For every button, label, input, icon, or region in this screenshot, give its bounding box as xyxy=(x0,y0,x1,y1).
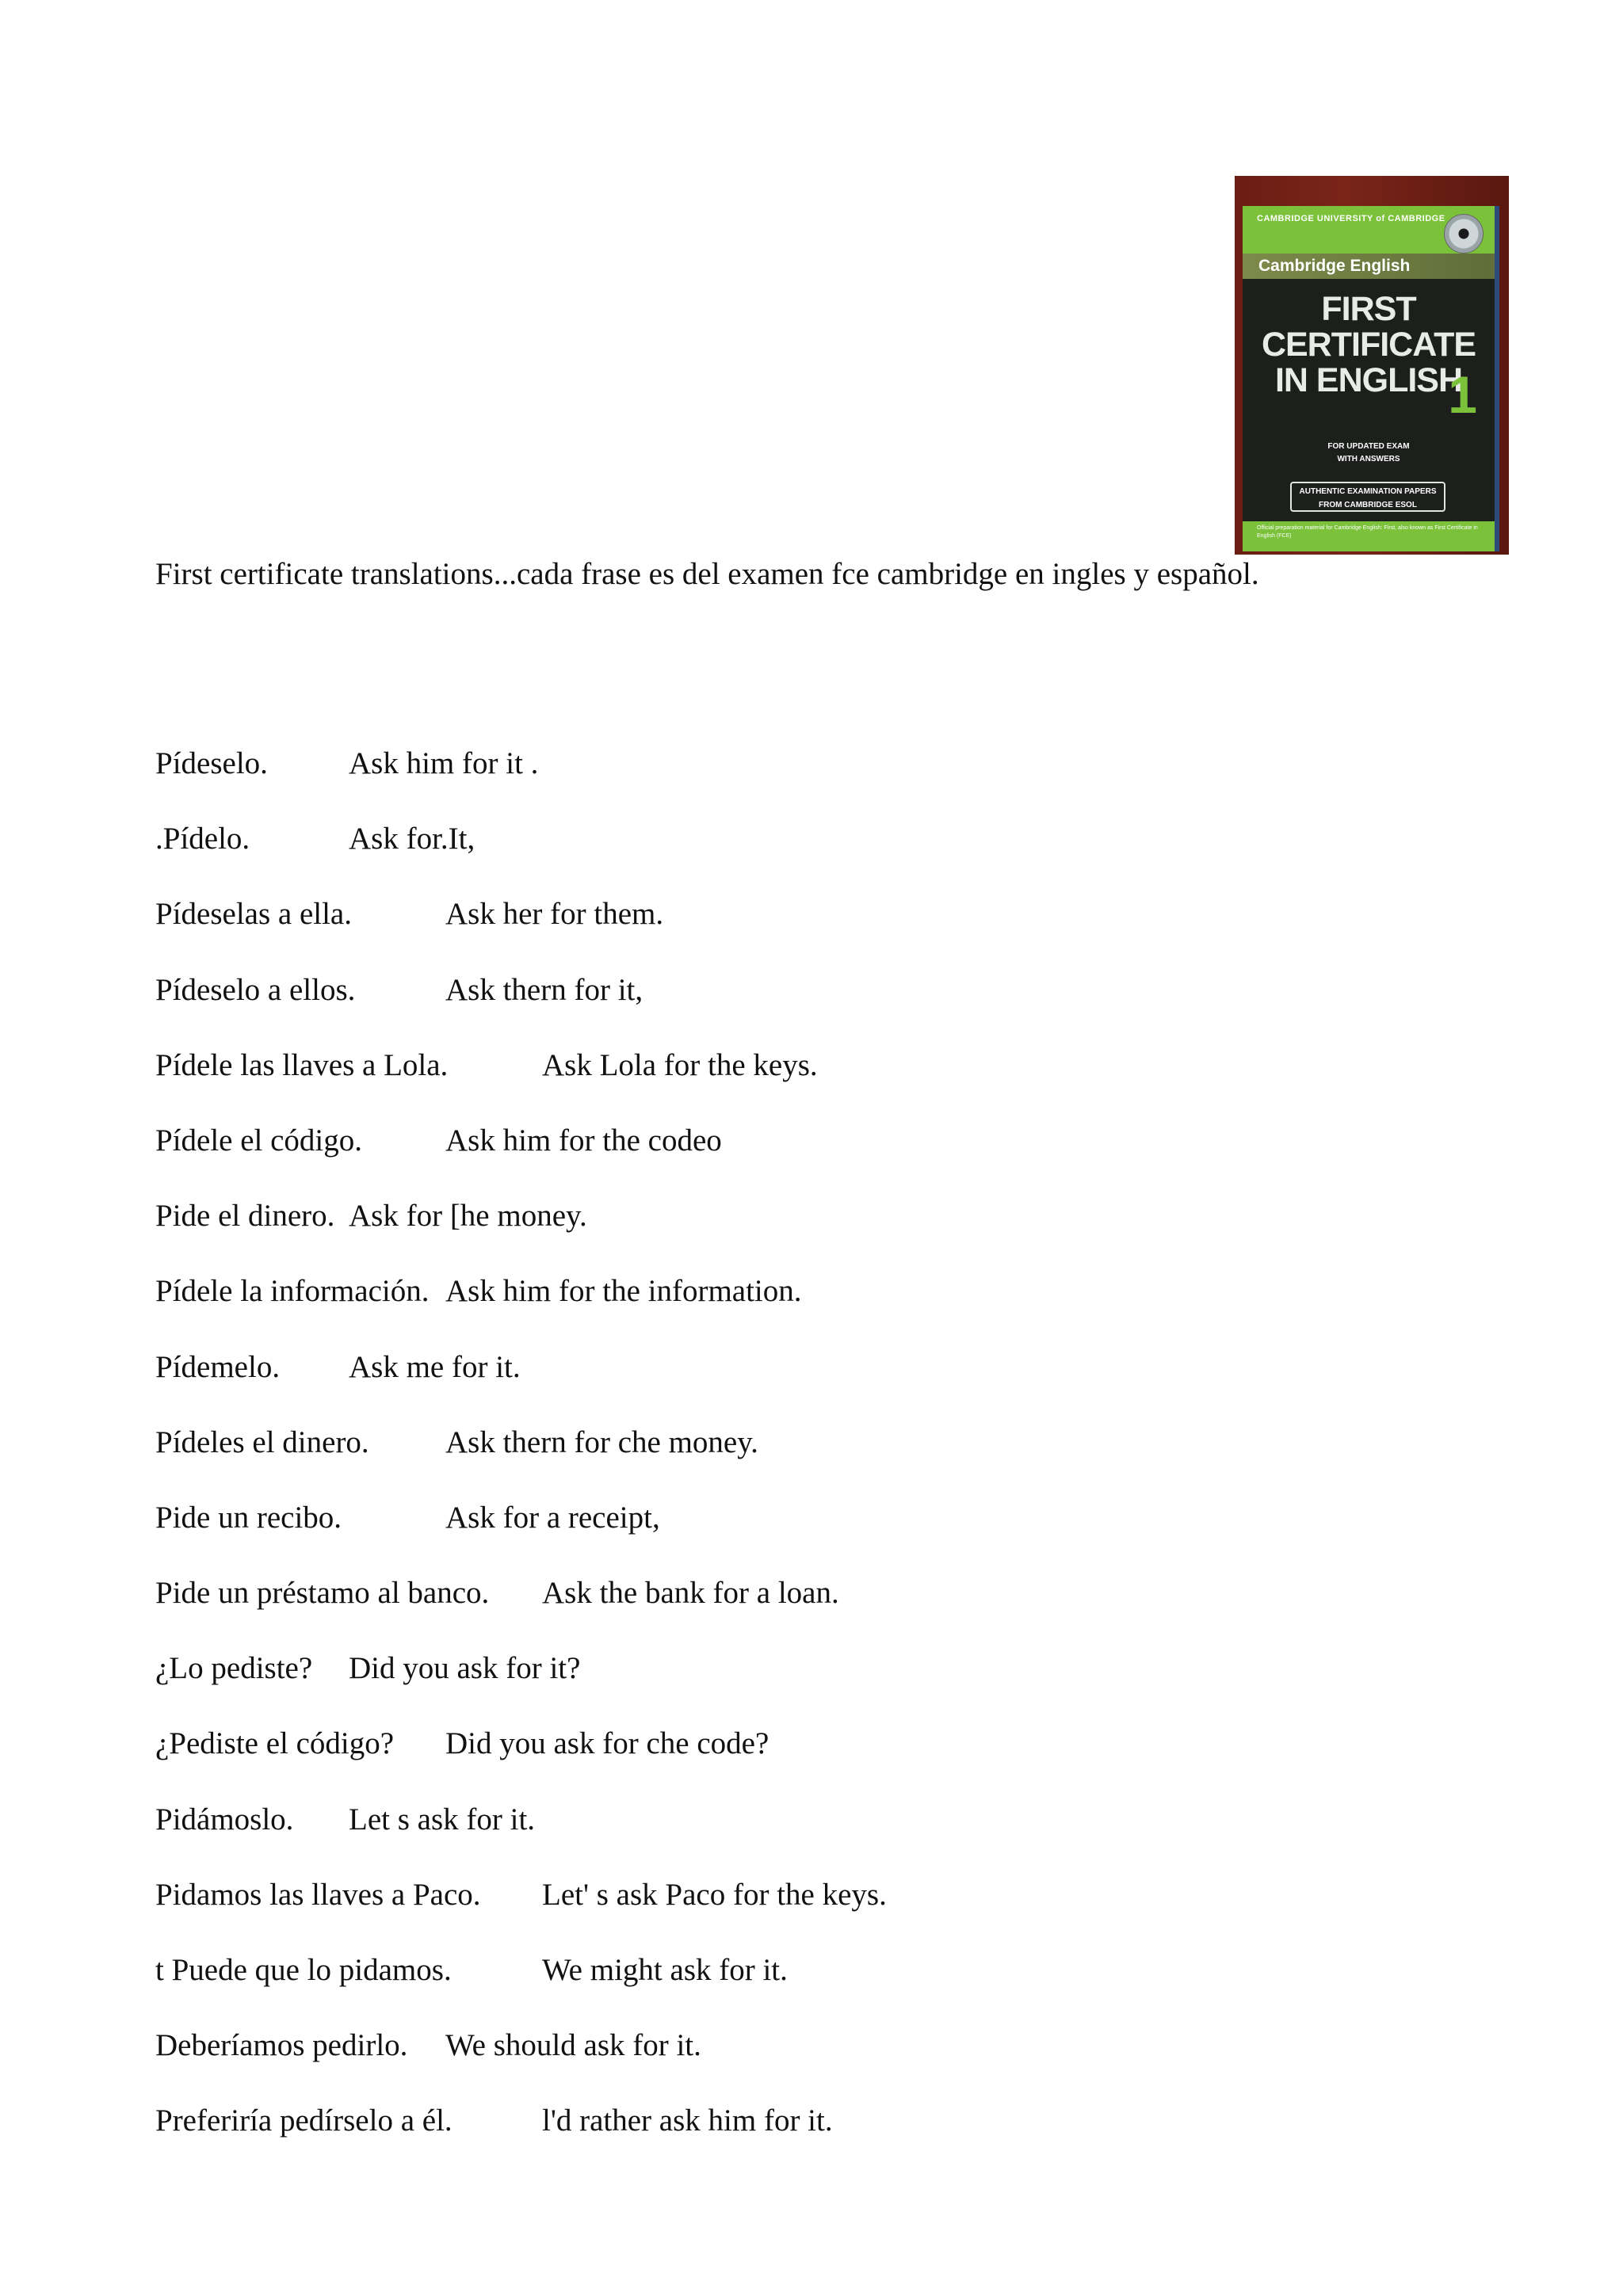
translation-pair xyxy=(155,893,1503,968)
cover-subtitle-line: WITH ANSWERS xyxy=(1337,455,1400,463)
spanish-phrase: Pídeles el dinero. xyxy=(155,1425,369,1459)
cover-top-band xyxy=(1243,206,1495,254)
spanish-phrase: ¿Lo pediste? xyxy=(155,1651,313,1686)
english-phrase: Ask me for it. xyxy=(349,1349,521,1384)
english-phrase: Ask for [he money. xyxy=(349,1199,587,1234)
cover-title-line: CERTIFICATE xyxy=(1261,326,1476,364)
cover-bottom-band xyxy=(1243,521,1495,551)
intro-text: First certificate translations...cada frase es del examen fce cambridge en ingles y español. xyxy=(155,557,1259,591)
spanish-phrase: Pídele la información. xyxy=(155,1274,430,1309)
english-phrase: Ask thern for che money. xyxy=(445,1425,758,1459)
translation-list xyxy=(155,742,1503,2176)
english-phrase: Let s ask for it. xyxy=(349,1802,536,1836)
translation-pair xyxy=(155,818,1503,893)
spanish-phrase: Pídeselo. xyxy=(155,746,268,780)
spanish-phrase: ¿Pediste el código? xyxy=(155,1726,395,1761)
english-phrase: Ask her for them. xyxy=(445,897,664,932)
cover-box-line: FROM CAMBRIDGE ESOL xyxy=(1319,501,1417,509)
translation-pair xyxy=(155,1421,1503,1497)
cover-subtitle-line: FOR UPDATED EXAM xyxy=(1327,442,1410,451)
english-phrase: Ask for.It, xyxy=(349,822,475,856)
translation-pair xyxy=(155,969,1503,1044)
translation-pair xyxy=(155,1119,1503,1195)
translation-pair xyxy=(155,2024,1503,2100)
cover-brand-band xyxy=(1243,254,1495,279)
english-phrase: Ask Lola for the keys. xyxy=(542,1047,818,1082)
english-phrase: Ask the bank for a loan. xyxy=(542,1576,839,1611)
english-phrase: Ask thern for it, xyxy=(445,972,643,1007)
spanish-phrase: Pide un préstamo al banco. xyxy=(155,1576,490,1611)
cd-icon xyxy=(1444,214,1484,254)
english-phrase: Did you ask for it? xyxy=(349,1651,581,1686)
book-cover-photo xyxy=(1235,176,1509,555)
spanish-phrase: Pide el dinero. xyxy=(155,1199,335,1234)
spanish-phrase: Preferiría pedírselo a él. xyxy=(155,2103,453,2138)
translation-pair xyxy=(155,1346,1503,1421)
translation-pair xyxy=(155,1722,1503,1798)
spanish-phrase: Pidámoslo. xyxy=(155,1802,294,1836)
spanish-phrase: Pidamos las llaves a Paco. xyxy=(155,1877,481,1912)
translation-pair xyxy=(155,1798,1503,1874)
translation-pair xyxy=(155,742,1503,818)
spanish-phrase: Pídemelo. xyxy=(155,1349,281,1384)
cover-box xyxy=(1290,482,1445,512)
spanish-phrase: .Pídelo. xyxy=(155,822,250,856)
english-phrase: We should ask for it. xyxy=(445,2028,701,2063)
english-phrase: Ask him for the codeo xyxy=(445,1123,722,1158)
translation-pair xyxy=(155,1195,1503,1270)
translation-pair xyxy=(155,1949,1503,2024)
translation-pair xyxy=(155,1874,1503,1949)
translation-pair xyxy=(155,1647,1503,1722)
cover-subtitle xyxy=(1243,441,1495,466)
translation-pair xyxy=(155,1497,1503,1572)
english-phrase: Let' s ask Paco for the keys. xyxy=(542,1877,887,1912)
spanish-phrase: Pídeselas a ella. xyxy=(155,897,352,932)
english-phrase: Ask him for it . xyxy=(349,746,539,780)
english-phrase: Did you ask for che code? xyxy=(445,1726,769,1761)
cover-title-line: FIRST xyxy=(1321,290,1416,328)
translation-pair xyxy=(155,1044,1503,1119)
spanish-phrase: Deberíamos pedirlo. xyxy=(155,2028,408,2063)
spanish-phrase: t Puede que lo pidamos. xyxy=(155,1953,452,1987)
spanish-phrase: Pídeselo a ellos. xyxy=(155,972,356,1007)
english-phrase: We might ask for it. xyxy=(542,1953,788,1987)
translation-pair xyxy=(155,1270,1503,1345)
english-phrase: Ask him for the information. xyxy=(445,1274,802,1309)
translation-pair xyxy=(155,2100,1503,2175)
spanish-phrase: Pídele las llaves a Lola. xyxy=(155,1047,449,1082)
spanish-phrase: Pídele el código. xyxy=(155,1123,363,1158)
cover-title-line: IN ENGLISH xyxy=(1274,361,1463,399)
english-phrase: l'd rather ask him for it. xyxy=(542,2103,833,2138)
translation-pair xyxy=(155,1572,1503,1647)
cover-box-line: AUTHENTIC EXAMINATION PAPERS xyxy=(1299,487,1437,496)
cover-logos: CAMBRIDGE UNIVERSITY of CAMBRIDGE xyxy=(1257,214,1445,223)
cover-number: 1 xyxy=(1448,365,1477,424)
english-phrase: Ask for a receipt, xyxy=(445,1500,660,1535)
spanish-phrase: Pide un recibo. xyxy=(155,1500,342,1535)
cover-bottom-text: Official preparation material for Cambridge English: First, also known as First Certificate in English (FCE) xyxy=(1257,525,1478,539)
cover-brand: Cambridge English xyxy=(1258,257,1411,275)
book-cover xyxy=(1243,206,1495,551)
